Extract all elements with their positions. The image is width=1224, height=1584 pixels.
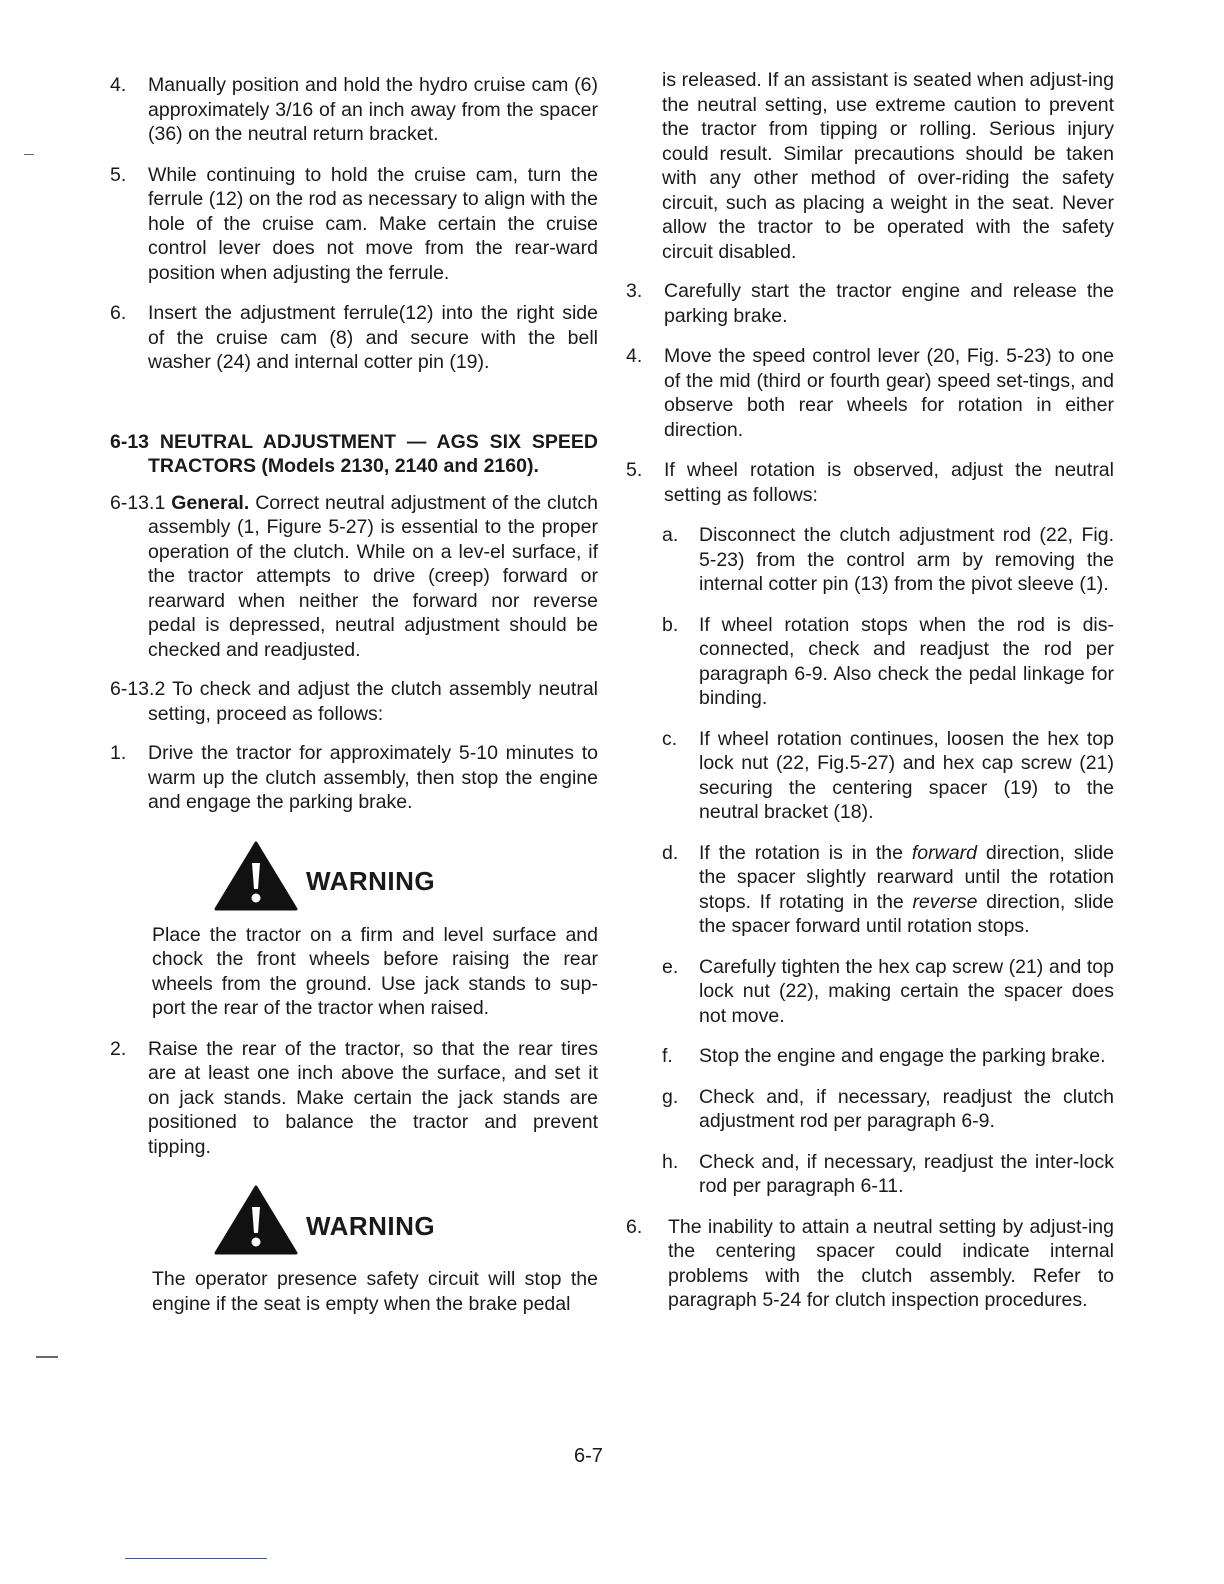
paragraph-text: To check and adjust the clutch assembly neutral setting, proceed as follows: xyxy=(148,678,598,725)
scan-mark xyxy=(36,1356,58,1358)
sub-item-letter: g. xyxy=(662,1085,679,1108)
warning-header xyxy=(214,841,598,911)
sub-item xyxy=(662,841,1114,939)
item-text: The inability to attain a neutral setting by adjust-ing the centering spacer could indicate internal problems with the clutch assembly. Refer to paragraph 5-24 for clutch inspection procedures. xyxy=(668,1215,1114,1311)
sub-item-text: Disconnect the clutch adjustment rod (22, Fig. 5-23) from the control arm by removing the internal cotter pin (13) from the pivot sleeve (1). xyxy=(699,524,1114,595)
sub-item-text: Stop the engine and engage the parking brake. xyxy=(699,1045,1106,1067)
item-text: Move the speed control lever (20, Fig. 5-23) to one of the mid (third or fourth gear) speed set-tings, and observe both rear wheels for rotation in either direction. xyxy=(664,345,1114,441)
sub-item xyxy=(662,955,1114,1029)
item-text: Insert the adjustment ferrule(12) into the right side of the cruise cam (8) and secure with the bell washer (24) and internal cotter pin (19). xyxy=(148,302,598,373)
paragraph-number: 6-13.2 xyxy=(110,678,166,700)
sub-item-letter: a. xyxy=(662,524,679,546)
paragraph-general xyxy=(110,491,598,663)
italic-word: forward xyxy=(911,841,977,864)
text-run: direction, slide the spacer forward until rotation stops. xyxy=(699,890,1114,937)
italic-word: reverse xyxy=(912,890,978,913)
warning-icon xyxy=(214,1185,298,1255)
list-item xyxy=(110,1037,598,1160)
section-heading: 6-13 NEUTRAL ADJUSTMENT — AGS SIX SPEED TRACTORS (Models 2130, 2140 and 2160). xyxy=(110,430,598,477)
item-number: 4. xyxy=(110,74,127,96)
list-item xyxy=(626,344,1114,442)
sub-item xyxy=(662,523,1114,597)
text-run: If the rotation is in the xyxy=(699,841,912,864)
list-item xyxy=(110,163,598,286)
item-number: 3. xyxy=(626,280,643,302)
text-run: direction, slide the spacer slightly rearward until the rotation stops. If rotating in the xyxy=(699,841,1114,913)
sub-item-text xyxy=(699,842,1114,938)
warning-label: WARNING xyxy=(306,1210,436,1241)
right-column xyxy=(626,68,1114,1329)
item-text: While continuing to hold the cruise cam, turn the ferrule (12) on the rod as necessary to align with the hole of the cruise cam. Make certain the cruise control lever does not move from the rear-ward position when adjusting the ferrule. xyxy=(148,163,598,284)
warning-text: The operator presence safety circuit will stop the engine if the seat is empty when the brake pedal xyxy=(152,1268,598,1315)
warning-text: Place the tractor on a firm and level surface and chock the front wheels before raising the rear wheels from the ground. Use jack stands to sup-port the rear of the tractor when raised. xyxy=(152,923,598,1019)
paragraph-procedure xyxy=(110,677,598,726)
item-number: 2. xyxy=(110,1037,127,1060)
sub-item xyxy=(662,1085,1114,1134)
list-item xyxy=(110,741,598,815)
list-item xyxy=(626,1215,1114,1313)
sub-item-letter: e. xyxy=(662,955,679,978)
sub-item-letter: c. xyxy=(662,727,678,750)
warning-icon xyxy=(214,841,298,911)
item-text: Drive the tractor for approximately 5-10 minutes to warm up the clutch assembly, then stop the engine and engage the parking brake. xyxy=(148,742,598,813)
item-text: Carefully start the tractor engine and release the parking brake. xyxy=(664,280,1114,327)
paragraph-text: Correct neutral adjustment of the clutch assembly (1, Figure 5-27) is essential to the proper operation of the clutch. While on a lev-el surface, if the tractor attempts to drive (creep) forward or rearward when neither the forward nor reverse pedal is depressed, neutral adjustment should be checked and readjusted. xyxy=(148,491,599,661)
sub-item-text: Check and, if necessary, readjust the clutch adjustment rod per paragraph 6-9. xyxy=(699,1085,1114,1132)
scan-mark xyxy=(24,154,34,155)
sub-item-text: Check and, if necessary, readjust the inter-lock rod per paragraph 6-11. xyxy=(699,1150,1114,1197)
sub-item xyxy=(662,1150,1114,1199)
warning-text-continued: is released. If an assistant is seated when adjust-ing the neutral setting, use extreme caution to prevent the tractor from tipping or rolling. Serious injury could result. Similar precautions should be taken with any other method of over-riding the safety circuit, such as placing a weight in the seat. Never allow the tractor to be operated with the safety circuit disabled. xyxy=(662,69,1114,263)
sub-item-text: If wheel rotation continues, loosen the hex top lock nut (22, Fig.5-27) and hex cap screw (21) securing the centering spacer (19) to the neutral bracket (18). xyxy=(699,727,1114,823)
sub-item-text: Carefully tighten the hex cap screw (21) and top lock nut (22), making certain the spacer does not move. xyxy=(699,955,1114,1027)
item-text: If wheel rotation is observed, adjust the neutral setting as follows: xyxy=(664,459,1114,506)
item-number: 6. xyxy=(110,302,127,324)
list-item xyxy=(626,279,1114,328)
sub-item xyxy=(662,727,1114,825)
footer-rule xyxy=(125,1558,267,1559)
left-column xyxy=(110,73,598,1332)
paragraph-lead: General. xyxy=(171,491,250,514)
warning-header xyxy=(214,1185,598,1255)
paragraph-number: 6-13.1 xyxy=(110,491,166,514)
list-item xyxy=(626,458,1114,507)
item-number: 5. xyxy=(626,459,643,481)
sub-item-letter: d. xyxy=(662,841,679,864)
item-number: 6. xyxy=(626,1215,643,1238)
page-number: 6-7 xyxy=(574,1445,603,1467)
sub-item xyxy=(662,613,1114,711)
sub-item-letter: b. xyxy=(662,613,679,636)
item-number: 4. xyxy=(626,345,643,367)
item-text: Raise the rear of the tractor, so that the rear tires are at least one inch above the surface, and set it on jack stands. Make certain the jack stands are positioned to balance the tractor and prevent tipping. xyxy=(148,1037,598,1158)
sub-item-text: If wheel rotation stops when the rod is dis-connected, check and readjust the rod per paragraph 6-9. Also check the pedal linkage for binding. xyxy=(699,613,1114,709)
warning-label: WARNING xyxy=(306,866,436,897)
item-text: Manually position and hold the hydro cruise cam (6) approximately 3/16 of an inch away from the spacer (36) on the neutral return bracket. xyxy=(148,74,598,145)
list-item xyxy=(110,301,598,375)
sub-item-letter: h. xyxy=(662,1150,679,1173)
sub-item xyxy=(662,1044,1114,1069)
item-number: 5. xyxy=(110,163,127,186)
sub-item-letter: f. xyxy=(662,1045,673,1067)
item-number: 1. xyxy=(110,742,127,764)
list-item xyxy=(110,73,598,147)
